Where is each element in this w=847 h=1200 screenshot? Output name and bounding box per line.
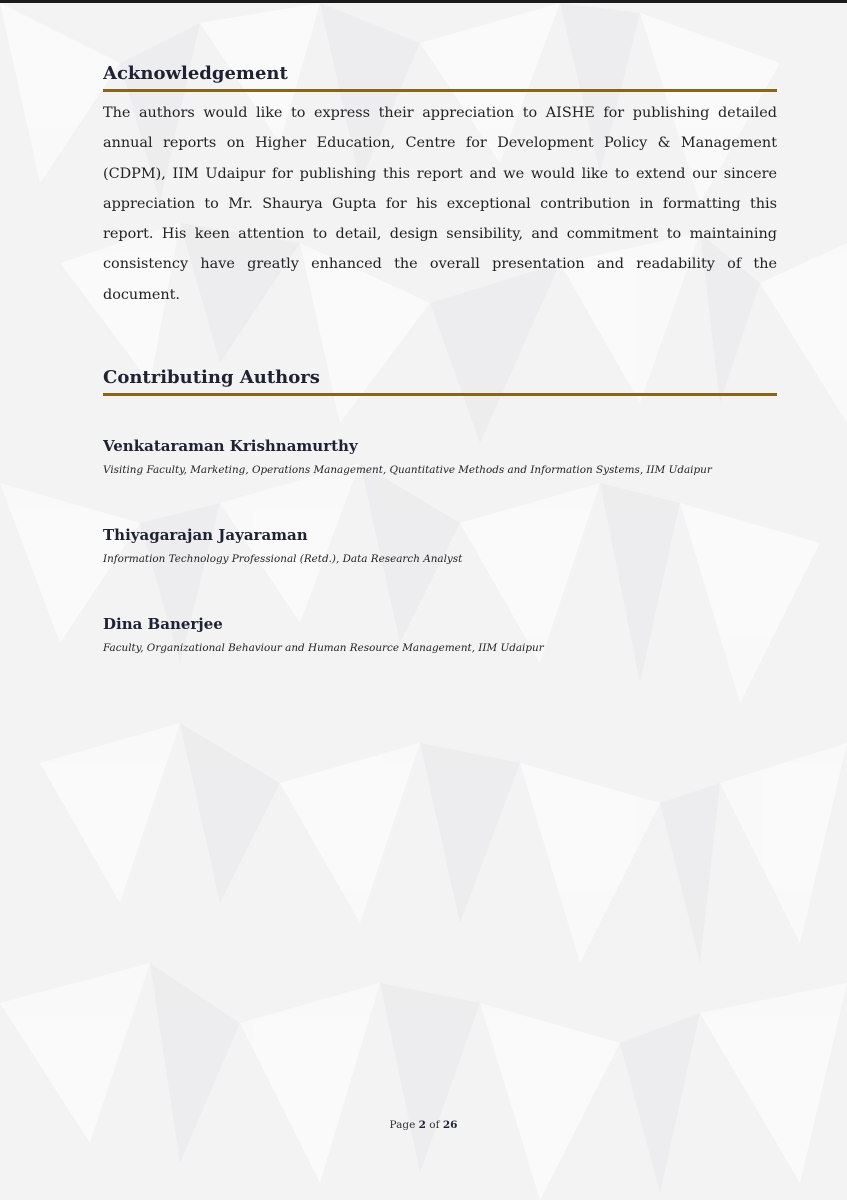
author-entry xyxy=(103,614,777,656)
page-footer xyxy=(0,1119,847,1131)
acknowledgement-paragraph: The authors would like to express their appreciation to AISHE for publishing detailed annual reports on Higher Education, Centre for Development Policy & Management (CDPM), IIM Udaipur for publishing this report and we would like to extend our sincere appreciation to Mr. Shaurya Gupta for his exceptional contribution in formatting this report. His keen attention to detail, design sensibility, and commitment to maintaining consistency have greatly enhanced the overall presentation and readability of the document. xyxy=(103,105,777,303)
author-name: Venkataraman Krishnamurthy xyxy=(103,437,358,456)
author-name: Thiyagarajan Jayaraman xyxy=(103,526,308,545)
total-pages: 26 xyxy=(442,1119,458,1131)
page-label: Page xyxy=(389,1119,416,1131)
author-entry xyxy=(103,525,777,567)
author-name: Dina Banerjee xyxy=(103,615,223,634)
section-divider xyxy=(103,89,777,92)
contributing-authors-section xyxy=(103,366,777,656)
author-affiliation: Faculty, Organizational Behaviour and Human Resource Management, IIM Udaipur xyxy=(103,642,544,655)
author-affiliation: Information Technology Professional (Retd.), Data Research Analyst xyxy=(103,553,463,566)
page-content xyxy=(103,62,777,656)
of-label: of xyxy=(429,1119,440,1131)
author-entry xyxy=(103,436,777,478)
current-page-number: 2 xyxy=(418,1119,426,1131)
acknowledgement-heading: Acknowledgement xyxy=(103,63,288,84)
author-affiliation: Visiting Faculty, Marketing, Operations Management, Quantitative Methods and Information Systems, IIM Udaipur xyxy=(103,464,712,477)
contributing-authors-heading: Contributing Authors xyxy=(103,367,320,389)
acknowledgement-section xyxy=(103,62,777,310)
section-divider xyxy=(103,393,777,396)
